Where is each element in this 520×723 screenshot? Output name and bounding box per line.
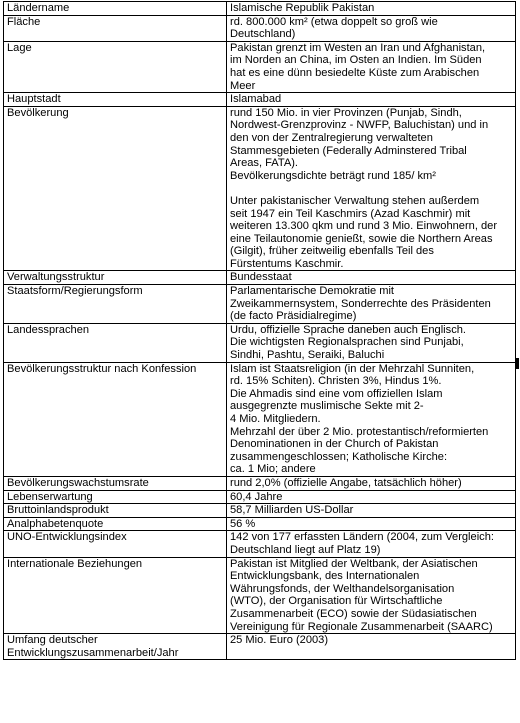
row-value-line: seit 1947 ein Teil Kaschmirs (Azad Kaschmir) mit xyxy=(230,207,471,220)
row-label-line: UNO-Entwicklungsindex xyxy=(7,531,127,544)
table-row xyxy=(4,531,516,557)
row-value-line: Bundesstaat xyxy=(230,271,292,284)
row-value-cell xyxy=(227,362,516,476)
row-value-line: rd. 15% Schiten). Christen 3%, Hindus 1%. xyxy=(230,375,442,388)
row-label-cell xyxy=(4,323,227,362)
row-label-cell xyxy=(4,93,227,107)
row-label-line: Bevölkerungswachstumsrate xyxy=(7,476,149,489)
row-value-line: ausgegrenzte muslimische Sekte mit 2- xyxy=(230,400,424,413)
row-value-cell xyxy=(227,504,516,518)
row-value-cell xyxy=(227,634,516,660)
row-label-line: Verwaltungsstruktur xyxy=(7,271,105,284)
table-row xyxy=(4,323,516,362)
table-row xyxy=(4,2,516,16)
row-value-line: 60,4 Jahre xyxy=(230,490,283,503)
row-value-cell xyxy=(227,15,516,41)
table-row xyxy=(4,634,516,660)
row-label-line: Bevölkerung xyxy=(7,106,69,119)
row-label-cell xyxy=(4,490,227,504)
row-value-line: Parlamentarische Demokratie mit xyxy=(230,285,394,298)
row-value-line: rund 150 Mio. in vier Provinzen (Punjab, Sindh, xyxy=(230,106,462,119)
row-value-line: Bevölkerungsdichte beträgt rund 185/ km² xyxy=(230,169,436,182)
row-value-cell xyxy=(227,106,516,271)
row-label-line: Hauptstadt xyxy=(7,93,61,106)
row-value-line: Islam ist Staatsreligion (in der Mehrzahl Sunniten, xyxy=(230,362,475,375)
row-value-cell xyxy=(227,476,516,490)
row-label-cell xyxy=(4,517,227,531)
row-value-cell xyxy=(227,557,516,634)
row-value-line: zusammengeschlossen; Katholische Kirche: xyxy=(230,450,448,463)
row-value-line: ca. 1 Mio; andere xyxy=(230,463,316,476)
row-label-cell xyxy=(4,2,227,16)
table-row xyxy=(4,517,516,531)
row-value-line: 25 Mio. Euro (2003) xyxy=(230,634,329,647)
row-value-line: im Norden an China, im Osten an Indien. Im Süden xyxy=(230,54,482,67)
table-row xyxy=(4,93,516,107)
table-row xyxy=(4,285,516,324)
row-label-line: Internationale Beziehungen xyxy=(7,557,143,570)
row-label-line: Lebenserwartung xyxy=(7,490,93,503)
row-value-cell xyxy=(227,271,516,285)
row-label-cell xyxy=(4,106,227,271)
row-value-line: rund 2,0% (offizielle Angabe, tatsächlich höher) xyxy=(230,476,462,489)
row-value-line: Areas, FATA). xyxy=(230,157,299,170)
row-value-line: Zweikammernsystem, Sonderrechte des Präsidenten xyxy=(230,297,491,310)
row-value-line: Islamabad xyxy=(230,93,282,106)
row-value-cell xyxy=(227,517,516,531)
row-value-line: 4 Mio. Mitgliedern. xyxy=(230,413,321,425)
row-value-cell xyxy=(227,2,516,16)
row-value-line: Die Ahmadis sind eine vom offiziellen Islam xyxy=(230,387,443,400)
row-label-cell xyxy=(4,271,227,285)
row-value-line: (Gilgit), früher zeitweilig ebenfalls Teil des xyxy=(230,245,434,258)
table-row xyxy=(4,271,516,285)
row-label-line: Landessprachen xyxy=(7,323,90,336)
margin-mark xyxy=(516,358,519,369)
row-value-line: 56 % xyxy=(230,517,256,530)
row-label-cell xyxy=(4,15,227,41)
row-value-line: Entwicklungsbank, des Internationalen xyxy=(230,570,420,583)
row-label-cell xyxy=(4,362,227,476)
row-value-line: (de facto Präsidialregime) xyxy=(230,310,357,323)
row-value-line: Deutschland) xyxy=(230,28,296,41)
row-value-cell xyxy=(227,323,516,362)
row-label-cell xyxy=(4,285,227,324)
table-row xyxy=(4,15,516,41)
row-value-cell xyxy=(227,490,516,504)
table-row xyxy=(4,557,516,634)
table-row xyxy=(4,362,516,476)
row-value-line: Die wichtigsten Regionalsprachen sind Punjabi, xyxy=(230,336,464,349)
row-label-line: Fläche xyxy=(7,15,41,28)
row-value-line: Unter pakistanischer Verwaltung stehen außerdem xyxy=(230,194,480,207)
row-label-cell xyxy=(4,476,227,490)
row-value-line: Sindhi, Pashtu, Seraiki, Baluchi xyxy=(230,349,385,362)
row-value-line: Pakistan ist Mitglied der Weltbank, der Asiatischen xyxy=(230,557,478,570)
row-value-line: 142 von 177 erfassten Ländern (2004, zum Vergleich: xyxy=(230,531,494,544)
table-row xyxy=(4,106,516,271)
table-row xyxy=(4,476,516,490)
table-row xyxy=(4,504,516,518)
row-label-line: Analphabetenquote xyxy=(7,517,104,530)
row-label-line: Staatsform/Regierungsform xyxy=(7,285,143,298)
row-value-line: Pakistan grenzt im Westen an Iran und Afghanistan, xyxy=(230,41,486,54)
row-label-line: Bevölkerungsstruktur nach Konfession xyxy=(7,362,197,375)
row-label-line: Ländername xyxy=(7,2,70,14)
row-label-line: Bruttoinlandsprodukt xyxy=(7,504,109,517)
row-label-line: Lage xyxy=(7,41,32,54)
row-value-line: Nordwest-Grenzprovinz - NWFP, Baluchistan) und in xyxy=(230,119,489,132)
row-label-line: Umfang deutscher xyxy=(7,634,98,647)
row-value-line: 58,7 Milliarden US-Dollar xyxy=(230,504,354,517)
row-label-cell xyxy=(4,531,227,557)
row-label-cell xyxy=(4,41,227,92)
row-label-cell xyxy=(4,504,227,518)
row-value-line: Mehrzahl der über 2 Mio. protestantisch/reformierten xyxy=(230,425,489,438)
row-value-cell xyxy=(227,285,516,324)
row-value-line: hat es eine dünn besiedelte Küste zum Arabischen xyxy=(230,66,480,79)
row-value-cell xyxy=(227,41,516,92)
row-value-line: (WTO), der Organisation für Wirtschaftliche xyxy=(230,595,443,608)
table-row xyxy=(4,490,516,504)
row-label-cell xyxy=(4,634,227,660)
row-value-line: Vereinigung für Regionale Zusammenarbeit (SAARC) xyxy=(230,620,493,633)
row-value-line: Deutschland liegt auf Platz 19) xyxy=(230,543,381,556)
row-label-line: Entwicklungszusammenarbeit/Jahr xyxy=(7,646,179,659)
row-value-line: Denominationen in der Church of Pakistan xyxy=(230,438,439,451)
table-row xyxy=(4,41,516,92)
row-value-line: weiteren 13.300 qkm und rund 3 Mio. Einwohnern, der xyxy=(230,220,498,233)
row-value-line: Meer xyxy=(230,79,256,92)
table-body xyxy=(4,2,516,660)
row-value-cell xyxy=(227,531,516,557)
row-value-cell xyxy=(227,93,516,107)
row-label-cell xyxy=(4,557,227,634)
row-value-line: Islamische Republik Pakistan xyxy=(230,2,375,14)
row-value-line: Zusammenarbeit (ECO) sowie der Südasiatischen xyxy=(230,607,477,620)
row-value-line: den von der Zentralregierung verwalteten xyxy=(230,131,433,144)
row-value-line: Urdu, offizielle Sprache daneben auch Englisch. xyxy=(230,323,466,336)
row-value-line: Währungsfonds, der Welthandelsorganisation xyxy=(230,582,455,595)
row-value-line: Fürstentums Kaschmir. xyxy=(230,257,344,270)
row-value-line: Stammesgebieten (Federally Adminstered Tribal xyxy=(230,144,467,157)
row-value-line: rd. 800.000 km² (etwa doppelt so groß wie xyxy=(230,15,438,28)
row-value-line: eine Teilautonomie genießt, sowie die Northern Areas xyxy=(230,232,493,245)
paragraph-gap xyxy=(230,182,513,195)
country-profile-table xyxy=(3,1,516,660)
